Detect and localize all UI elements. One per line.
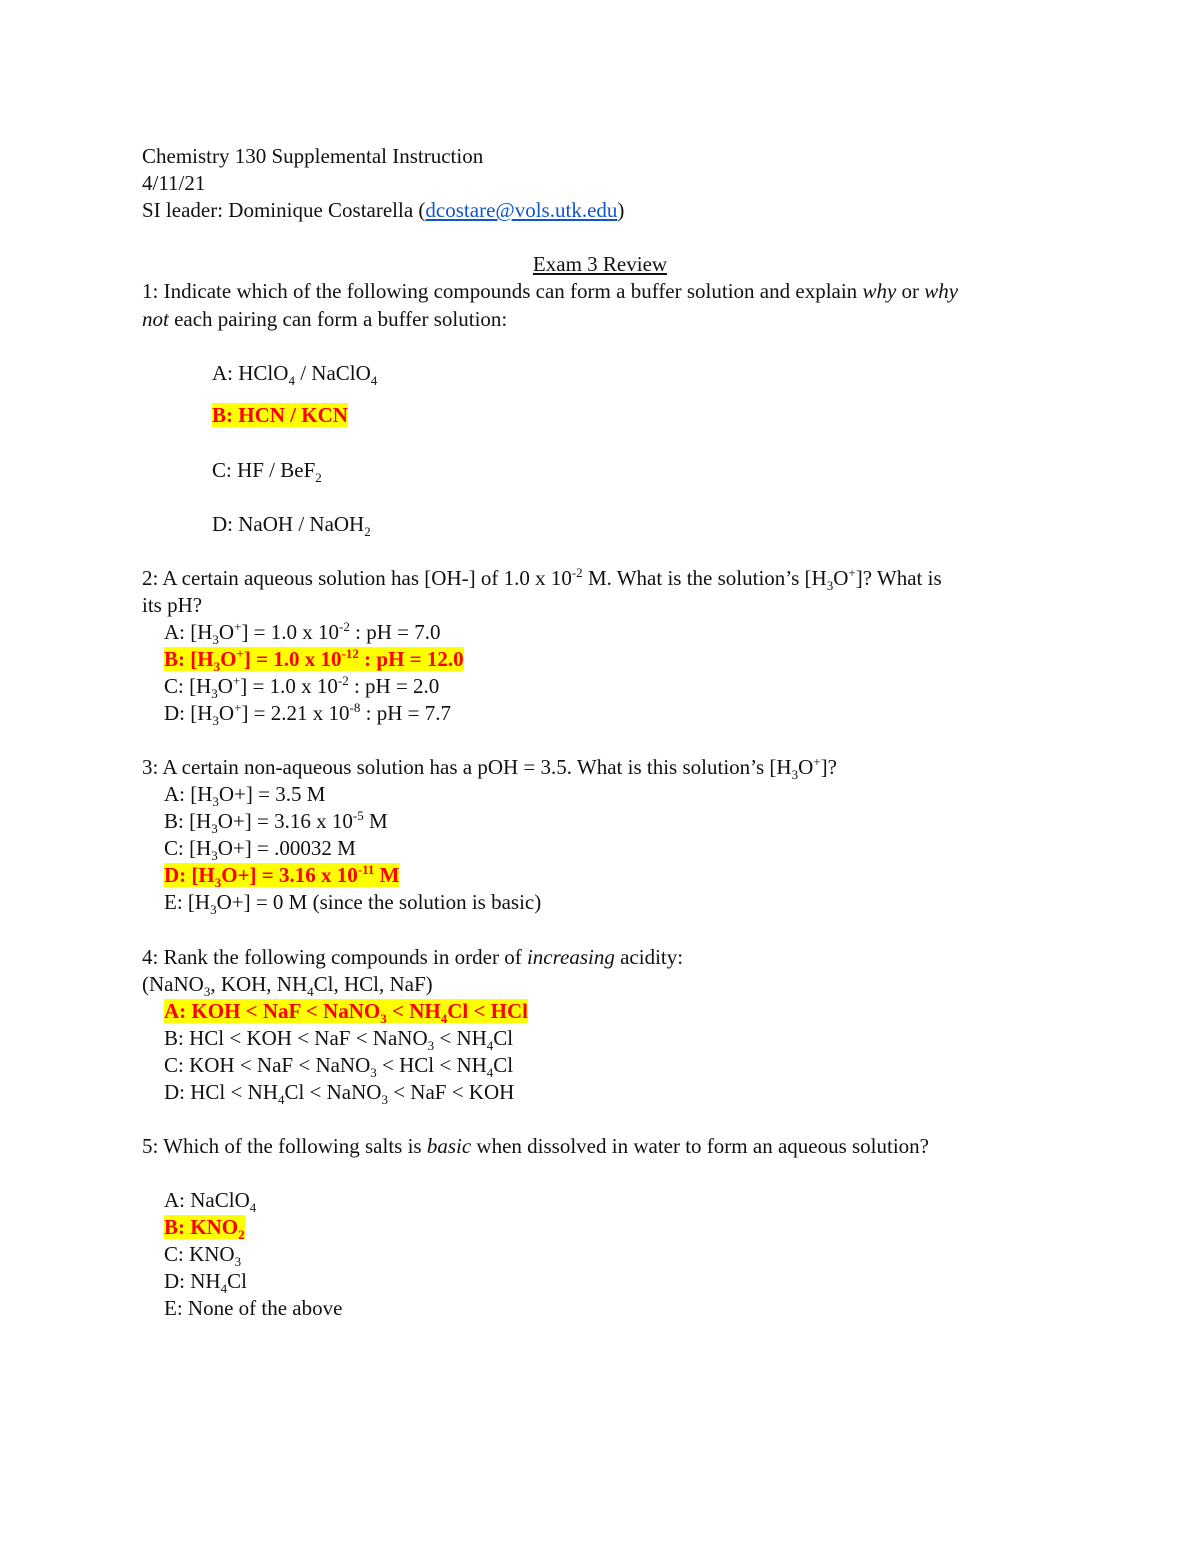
q3-text: 3: A certain non-aqueous solution has a pOH = 3.5. What is this solution’s $[H_3O^+]$? bbox=[142, 754, 837, 783]
q3-option-d-answer: D: $[H_3O+] = 3.16$ x $10^{-11}$ M bbox=[164, 862, 400, 891]
q4-option-c: C: KOH < NaF < NaNO$_3$ < HCl < $NH_4Cl$ bbox=[164, 1053, 514, 1081]
course-title: Chemistry 130 Supplemental Instruction bbox=[142, 144, 484, 168]
q4-option-a-answer: A: KOH < NaF < NaNO$_3$ < $NH_4Cl$ < HCl bbox=[164, 999, 529, 1027]
q4-compound-list: (NaNO$_3$, KOH, $NH_4Cl$, HCl, NaF) bbox=[142, 972, 433, 1000]
q1-option-a: A: HClO$_4$ / NaClO$_4$ bbox=[212, 361, 378, 389]
q1-option-d: D: NaOH / NaOH$_2$ bbox=[212, 512, 371, 540]
si-leader-label: SI leader: Dominique Costarella ( bbox=[142, 198, 426, 222]
page-title: Exam 3 Review bbox=[532, 252, 668, 276]
q5-option-e: E: None of the above bbox=[164, 1296, 343, 1320]
q5-option-d: D: $NH_4Cl$ bbox=[164, 1269, 247, 1297]
q4-text: 4: Rank the following compounds in order of increasing acidity: bbox=[142, 945, 684, 969]
q3-option-a: A: $[H_3O+] = 3.5$ M bbox=[164, 782, 326, 810]
date: 4/11/21 bbox=[142, 171, 206, 195]
q2-text-line1: 2: A certain aqueous solution has [OH-] of 1.0 x $10^{-2}$ M. What is the solution’s $[H_3O^+]$? What is bbox=[142, 565, 942, 594]
q1-option-c: C: HF / BeF$_2$ bbox=[212, 458, 322, 486]
q4-option-d: D: HCl < $NH_4Cl$ < NaNO$_3$ < NaF < KOH bbox=[164, 1080, 515, 1108]
q1-option-b-answer: B: HCN / KCN bbox=[212, 403, 348, 427]
q5-option-b-answer: B: $KNO_2$ bbox=[164, 1215, 245, 1243]
q2-option-a: A: $[H_3O^+] = 1.0$ x $10^{-2}$ : pH = 7.0 bbox=[164, 619, 441, 648]
q2-option-c: C: $[H_3O^+] = 1.0$ x $10^{-2}$ : pH = 2.0 bbox=[164, 673, 440, 702]
email-link[interactable]: dcostare@vols.utk.edu bbox=[425, 198, 618, 222]
q3-option-e: E: $[H_3O+] = 0$ M (since the solution is basic) bbox=[164, 890, 542, 918]
q3-option-c: C: $[H_3O+] = .00032$ M bbox=[164, 836, 356, 864]
q5-option-a: A: NaClO$_4$ bbox=[164, 1188, 257, 1216]
q5-option-c: C: $KNO_3$ bbox=[164, 1242, 242, 1270]
q4-option-b: B: HCl < KOH < NaF < NaNO$_3$ < $NH_4Cl$ bbox=[164, 1026, 514, 1054]
q2-option-d: D: $[H_3O^+] = 2.21$ x $10^{-8}$ : pH = 7.7 bbox=[164, 700, 451, 729]
q1-text-line1: 1: Indicate which of the following compounds can form a buffer solution and explain why or why bbox=[142, 279, 959, 303]
q5-text: 5: Which of the following salts is basic when dissolved in water to form an aqueous solution? bbox=[142, 1134, 929, 1158]
q2-option-b-answer: B: $[H_3O^+] = 1.0$ x $10^{-12}$ : pH = 12.0 bbox=[164, 646, 464, 675]
si-leader-line bbox=[142, 197, 624, 223]
q3-option-b: B: $[H_3O+] = 3.16$ x $10^{-5}$ M bbox=[164, 808, 388, 837]
si-leader-close: ) bbox=[617, 198, 625, 222]
q2-text-line2: its pH? bbox=[142, 593, 203, 617]
q1-text-line2: not each pairing can form a buffer solution: bbox=[142, 307, 508, 331]
